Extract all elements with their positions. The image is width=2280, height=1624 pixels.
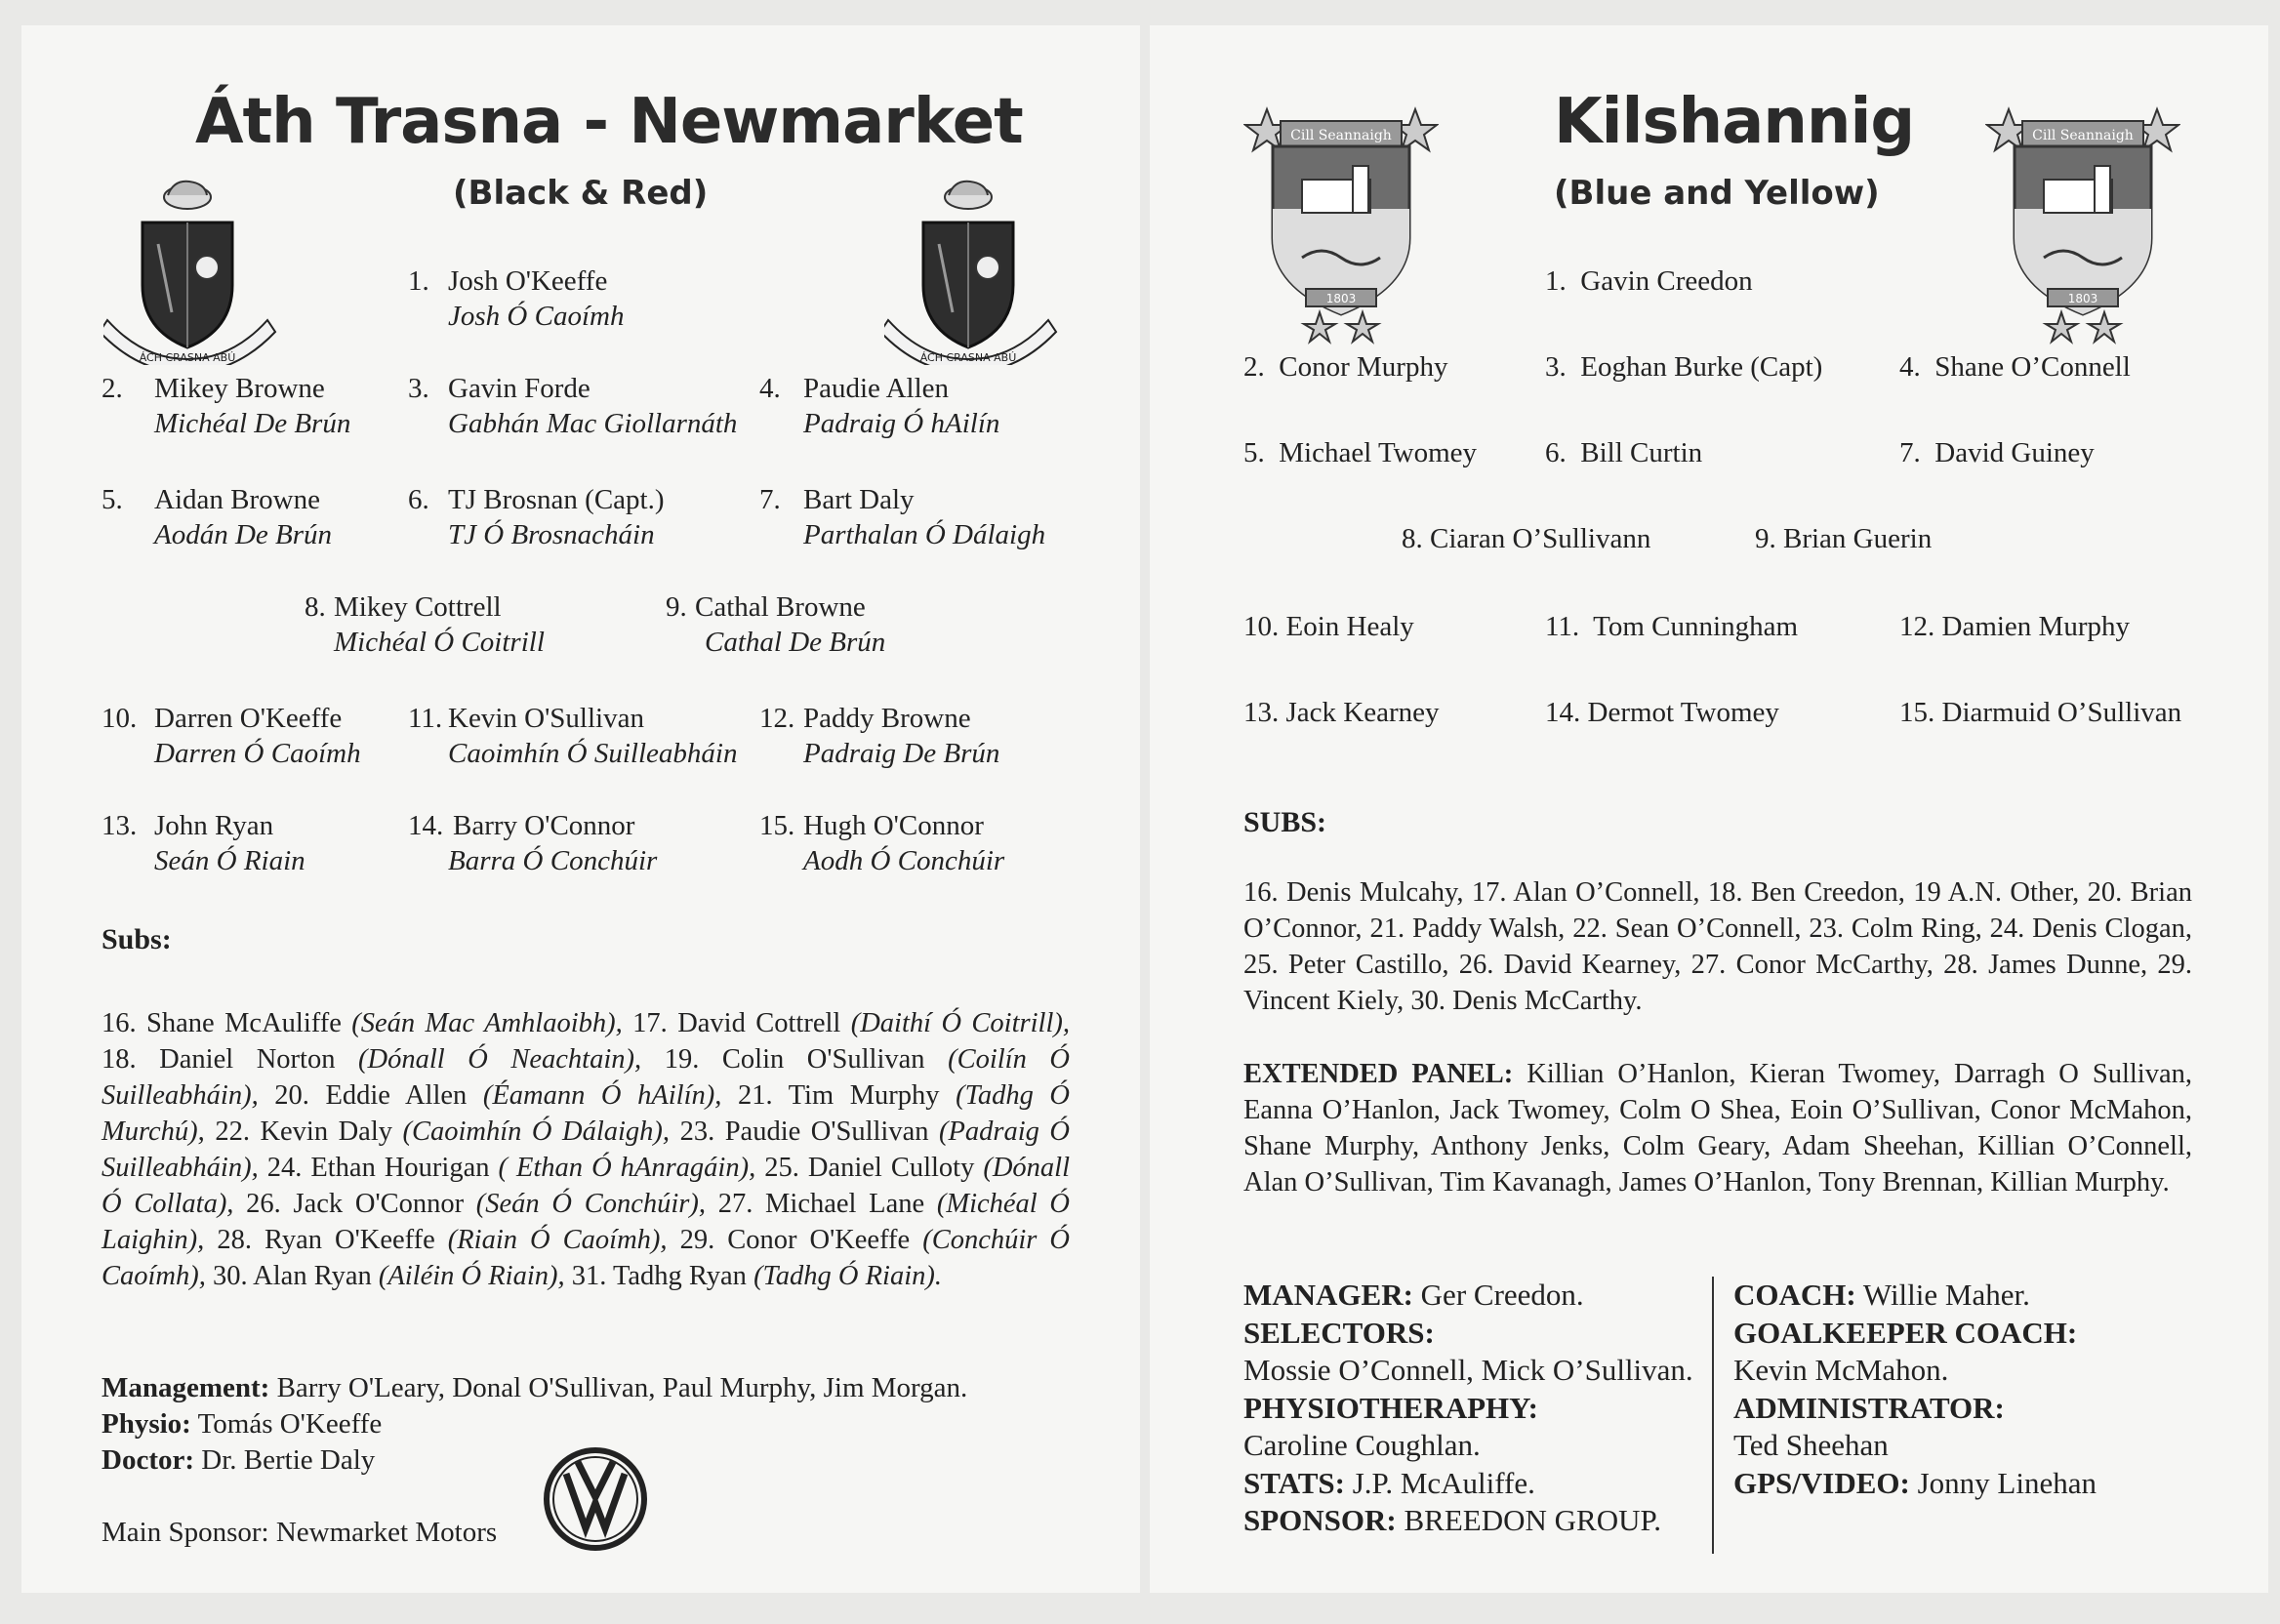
player-name: Paddy Browne bbox=[803, 703, 971, 734]
player-irish-name: Aodh Ó Conchúir bbox=[803, 845, 1005, 876]
player-irish-name: Darren Ó Caoímh bbox=[154, 738, 361, 769]
sub-irish-name: (Coilín Ó Suilleabháin), bbox=[102, 1044, 1070, 1111]
player-irish-name: Caoimhín Ó Suilleabháin bbox=[448, 738, 738, 769]
sub-name: 29. Conor O'Keeffe bbox=[679, 1225, 923, 1255]
sub-irish-name: (Seán Mac Amhlaoibh), bbox=[351, 1008, 623, 1038]
doctor-label: Doctor: bbox=[102, 1444, 195, 1476]
sub-irish-name: (Tadhg Ó Murchú), bbox=[102, 1080, 1070, 1147]
player-number: 2. bbox=[102, 373, 123, 404]
manager-value: Ger Creedon. bbox=[1420, 1278, 1584, 1312]
sub-irish-name: (Caoimhín Ó Dálaigh), bbox=[402, 1116, 671, 1147]
doctor-value: Dr. Bertie Daly bbox=[201, 1444, 376, 1476]
physio-label: Physio: bbox=[102, 1408, 191, 1440]
player-number: 6. bbox=[408, 484, 429, 515]
management-value: Barry O'Leary, Donal O'Sullivan, Paul Murphy, Jim Morgan. bbox=[276, 1372, 968, 1403]
kilshannig-crest-name-left: Cill Seannaigh bbox=[1290, 128, 1392, 143]
gk-coach-label: GOALKEEPER COACH: bbox=[1733, 1315, 2078, 1350]
management-column-right bbox=[1733, 1277, 2097, 1502]
player-irish-name: Aodán De Brún bbox=[154, 519, 333, 550]
player-entry: 15. Diarmuid O’Sullivan bbox=[1899, 697, 2182, 728]
selectors-label: SELECTORS: bbox=[1243, 1315, 1435, 1350]
coach-label: COACH: bbox=[1733, 1278, 1856, 1312]
gps-label: GPS/VIDEO: bbox=[1733, 1465, 1910, 1500]
player-name: Cathal Browne bbox=[695, 591, 866, 623]
physio-value: Tomás O'Keeffe bbox=[197, 1408, 383, 1440]
team-colours-kilshannig: (Blue and Yellow) bbox=[1554, 174, 1880, 213]
stats-label: STATS: bbox=[1243, 1465, 1345, 1500]
player-irish-name: Cathal De Brún bbox=[705, 627, 886, 658]
management-block bbox=[102, 1370, 967, 1479]
sub-name: 23. Paudie O'Sullivan bbox=[679, 1116, 939, 1147]
sub-name: 31. Tadhg Ryan bbox=[571, 1261, 754, 1291]
stats-value: J.P. McAuliffe. bbox=[1352, 1465, 1535, 1500]
player-entry: 1. Gavin Creedon bbox=[1545, 265, 1753, 297]
sub-irish-name: (Ailéin Ó Riain), bbox=[378, 1261, 565, 1291]
player-number: 4. bbox=[759, 373, 781, 404]
player-number: 11. bbox=[408, 703, 443, 734]
manager-label: MANAGER: bbox=[1243, 1278, 1413, 1312]
sponsor-value: BREEDON GROUP. bbox=[1404, 1503, 1662, 1537]
player-name: Darren O'Keeffe bbox=[154, 703, 343, 734]
player-irish-name: Michéal Ó Coitrill bbox=[334, 627, 545, 658]
player-name: Mikey Cottrell bbox=[334, 591, 502, 623]
sub-name: 22. Kevin Daly bbox=[215, 1116, 403, 1147]
kilshannig-crest-icon-right bbox=[1985, 102, 2180, 345]
player-name: John Ryan bbox=[154, 810, 274, 841]
extended-panel bbox=[1243, 1056, 2192, 1200]
player-irish-name: Michéal De Brún bbox=[154, 408, 351, 439]
main-sponsor: Main Sponsor: Newmarket Motors bbox=[102, 1517, 498, 1548]
management-line bbox=[102, 1370, 967, 1406]
player-irish-name: Parthalan Ó Dálaigh bbox=[803, 519, 1046, 550]
extended-panel-value: Killian O’Hanlon, Kieran Twomey, Darragh O Sullivan, Eanna O’Hanlon, Jack Twomey, Colm O Shea, Eoin O’Sullivan, Conor McMahon, Shane Murphy, Anthony Jenks, Colm Geary, Adam Sheehan, Killian O’Connell, Alan O’Sullivan, Tim Kavanagh, James O’Hanlon, Tony Brennan, Killian Murphy. bbox=[1243, 1059, 2192, 1198]
sub-irish-name: (Seán Ó Conchúir), bbox=[475, 1189, 706, 1219]
sub-name: 25. Daniel Culloty bbox=[764, 1153, 984, 1183]
sub-name: 16. Shane McAuliffe bbox=[102, 1008, 352, 1038]
gk-coach-value: Kevin McMahon. bbox=[1733, 1353, 1949, 1387]
player-irish-name: Gabhán Mac Giollarnáth bbox=[448, 408, 738, 439]
player-number: 9. bbox=[666, 591, 687, 623]
player-entry: 2. Conor Murphy bbox=[1243, 351, 1448, 383]
player-name: Kevin O'Sullivan bbox=[448, 703, 644, 734]
sub-name: 21. Tim Murphy bbox=[737, 1080, 957, 1111]
player-irish-name: Seán Ó Riain bbox=[154, 845, 305, 876]
newmarket-crest-icon-left bbox=[103, 166, 281, 365]
newmarket-crest-motto-left: ÁCH CRASNA ABÚ bbox=[139, 351, 236, 364]
kilshannig-crest-icon-left bbox=[1243, 102, 1439, 345]
sub-irish-name: (Conchúir Ó Caoímh), bbox=[102, 1225, 1071, 1291]
right-page bbox=[1150, 25, 2268, 1593]
player-irish-name: Josh Ó Caoímh bbox=[448, 301, 625, 332]
player-entry: 8. Ciaran O’Sullivann bbox=[1402, 523, 1651, 554]
newmarket-crest-motto-right: ÁCH CRASNA ABÚ bbox=[919, 351, 1017, 364]
player-name: Gavin Forde bbox=[448, 373, 590, 404]
player-name: TJ Brosnan (Capt.) bbox=[448, 484, 665, 515]
player-number: 15. bbox=[759, 810, 795, 841]
column-divider bbox=[1712, 1277, 1714, 1554]
sub-irish-name: ( Ethan Ó hAnragáin), bbox=[498, 1153, 756, 1183]
sub-name: 26. Jack O'Connor bbox=[246, 1189, 476, 1219]
player-number: 5. bbox=[102, 484, 123, 515]
kilshannig-subs-list: 16. Denis Mulcahy, 17. Alan O’Connell, 18. Ben Creedon, 19 A.N. Other, 20. Brian O’Connor, 21. Paddy Walsh, 22. Sean O’Connell, 23. Colm Ring, 24. Denis Clogan, 25. Peter Castillo, 26. David Kearney, 27. Conor McCarthy, 28. James Dunne, 29. Vincent Kiely, 30. Denis McCarthy. bbox=[1243, 877, 2192, 1016]
sub-irish-name: (Michéal Ó Laighin), bbox=[102, 1189, 1071, 1255]
sub-name: 24. Ethan Hourigan bbox=[266, 1153, 499, 1183]
coach-value: Willie Maher. bbox=[1862, 1278, 2030, 1312]
player-number: 7. bbox=[759, 484, 781, 515]
player-name: Josh O'Keeffe bbox=[448, 265, 608, 297]
sub-irish-name: (Dónall Ó Collata), bbox=[102, 1153, 1071, 1219]
doctor-line bbox=[102, 1442, 967, 1479]
player-entry: 6. Bill Curtin bbox=[1545, 437, 1703, 468]
subs-heading: Subs: bbox=[102, 923, 172, 955]
selectors-value: Mossie O’Connell, Mick O’Sullivan. bbox=[1243, 1353, 1693, 1387]
player-name: Bart Daly bbox=[803, 484, 915, 515]
sub-irish-name: (Tadhg Ó Riain). bbox=[753, 1261, 942, 1291]
player-number: 12. bbox=[759, 703, 795, 734]
player-number: 3. bbox=[408, 373, 429, 404]
player-entry: 5. Michael Twomey bbox=[1243, 437, 1478, 468]
team-colours-newmarket: (Black & Red) bbox=[453, 174, 709, 213]
sub-irish-name: (Éamann Ó hAilín), bbox=[482, 1080, 722, 1111]
player-irish-name: Padraig Ó hAilín bbox=[803, 408, 1000, 439]
volkswagen-logo-icon bbox=[543, 1446, 648, 1552]
player-entry: 12. Damien Murphy bbox=[1899, 611, 2130, 642]
sub-name: 30. Alan Ryan bbox=[213, 1261, 379, 1291]
player-name: Barry O'Connor bbox=[453, 810, 635, 841]
player-name: Mikey Browne bbox=[154, 373, 325, 404]
player-entry: 3. Eoghan Burke (Capt) bbox=[1545, 351, 1823, 383]
player-number: 13. bbox=[102, 810, 138, 841]
sub-name: 20. Eddie Allen bbox=[274, 1080, 483, 1111]
player-entry: 7. David Guiney bbox=[1899, 437, 2095, 468]
player-entry: 11. Tom Cunningham bbox=[1545, 611, 1798, 642]
sub-name: 18. Daniel Norton bbox=[102, 1044, 359, 1075]
admin-label: ADMINISTRATOR: bbox=[1733, 1390, 2005, 1425]
player-irish-name: Padraig De Brún bbox=[803, 738, 1000, 769]
sponsor-label: SPONSOR: bbox=[1243, 1503, 1397, 1537]
player-number: 8. bbox=[305, 591, 326, 623]
admin-value: Ted Sheehan bbox=[1733, 1428, 1889, 1462]
gps-value: Jonny Linehan bbox=[1917, 1465, 2097, 1500]
kilshannig-crest-year-right: 1803 bbox=[2067, 292, 2098, 305]
physio-value: Caroline Coughlan. bbox=[1243, 1428, 1481, 1462]
player-number: 1. bbox=[408, 265, 429, 297]
player-irish-name: Barra Ó Conchúir bbox=[448, 845, 658, 876]
player-number: 10. bbox=[102, 703, 138, 734]
newmarket-subs-list bbox=[102, 1005, 1070, 1294]
player-name: Paudie Allen bbox=[803, 373, 950, 404]
sub-name: 17. David Cottrell bbox=[632, 1008, 851, 1038]
player-entry: 9. Brian Guerin bbox=[1755, 523, 1933, 554]
player-irish-name: TJ Ó Brosnacháin bbox=[448, 519, 655, 550]
player-entry: 10. Eoin Healy bbox=[1243, 611, 1414, 642]
kilshannig-crest-year-left: 1803 bbox=[1325, 292, 1357, 305]
player-name: Hugh O'Connor bbox=[803, 810, 984, 841]
sub-irish-name: (Daithí Ó Coitrill), bbox=[850, 1008, 1070, 1038]
physio-line bbox=[102, 1406, 967, 1442]
team-title-kilshannig: Kilshannig bbox=[1554, 86, 1915, 158]
sub-name: 28. Ryan O'Keeffe bbox=[217, 1225, 448, 1255]
player-entry: 13. Jack Kearney bbox=[1243, 697, 1440, 728]
player-name: Aidan Browne bbox=[154, 484, 320, 515]
management-label: Management: bbox=[102, 1372, 270, 1403]
player-entry: 14. Dermot Twomey bbox=[1545, 697, 1779, 728]
player-number: 14. bbox=[408, 810, 444, 841]
sub-irish-name: (Padraig Ó Suilleabháin), bbox=[102, 1116, 1070, 1183]
sub-name: 27. Michael Lane bbox=[717, 1189, 937, 1219]
subs-heading: SUBS: bbox=[1243, 806, 1327, 838]
team-title-newmarket: Áth Trasna - Newmarket bbox=[195, 86, 1023, 158]
extended-panel-label: EXTENDED PANEL: bbox=[1243, 1059, 1514, 1089]
newmarket-crest-icon-right bbox=[884, 166, 1062, 365]
kilshannig-crest-name-right: Cill Seannaigh bbox=[2032, 128, 2134, 143]
physio-label: PHYSIOTHERAPHY: bbox=[1243, 1390, 1539, 1425]
sub-irish-name: (Dónall Ó Neachtain), bbox=[358, 1044, 642, 1075]
player-entry: 4. Shane O’Connell bbox=[1899, 351, 2131, 383]
sub-name: 19. Colin O'Sullivan bbox=[664, 1044, 949, 1075]
sub-irish-name: (Riain Ó Caoímh), bbox=[447, 1225, 668, 1255]
management-column-left bbox=[1243, 1277, 1693, 1540]
left-page bbox=[21, 25, 1140, 1593]
